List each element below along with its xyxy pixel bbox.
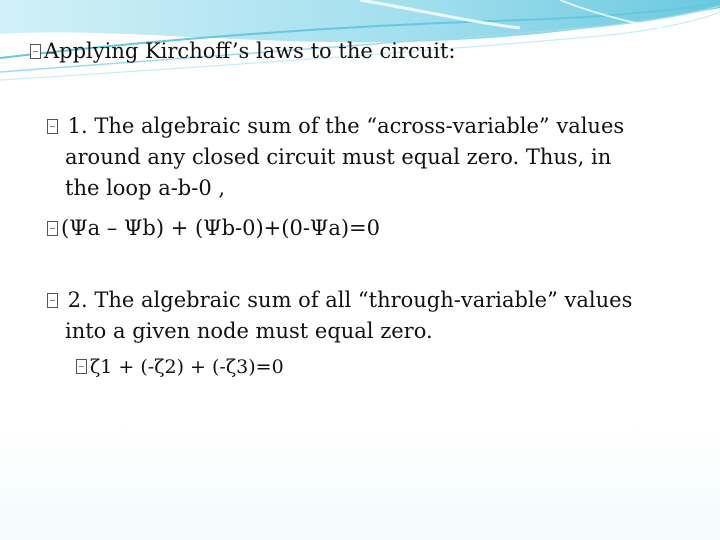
slide-title-text: Applying Kirchoff’s laws to the circuit: bbox=[44, 39, 456, 63]
point-2-line-1 bbox=[47, 290, 632, 311]
missing-glyph-box-icon bbox=[47, 293, 58, 308]
point-2-line-2: into a given node must equal zero. bbox=[65, 319, 433, 343]
point-1-equation bbox=[47, 218, 380, 239]
point-1-line-1 bbox=[47, 116, 624, 137]
point-2-equation-text: ζ1 + (-ζ2) + (-ζ3)=0 bbox=[90, 356, 284, 378]
missing-glyph-box-icon bbox=[47, 221, 58, 236]
point-1-line-2: around any closed circuit must equal zero. Thus, in bbox=[65, 145, 612, 169]
point-1-line-1-text: 1. The algebraic sum of the “across-variable” values bbox=[61, 114, 625, 138]
slide-title bbox=[30, 41, 455, 62]
missing-glyph-box-icon bbox=[47, 119, 58, 134]
missing-glyph-box-icon bbox=[30, 44, 41, 59]
point-2-equation bbox=[76, 358, 284, 377]
point-1-line-3: the loop a-b-0 , bbox=[65, 176, 226, 200]
point-1-equation-text: (Ψa – Ψb) + (Ψb-0)+(0-Ψa)=0 bbox=[61, 216, 381, 240]
missing-glyph-box-icon bbox=[76, 359, 87, 374]
point-2-line-1-text: 2. The algebraic sum of all “through-variable” values bbox=[61, 288, 633, 312]
